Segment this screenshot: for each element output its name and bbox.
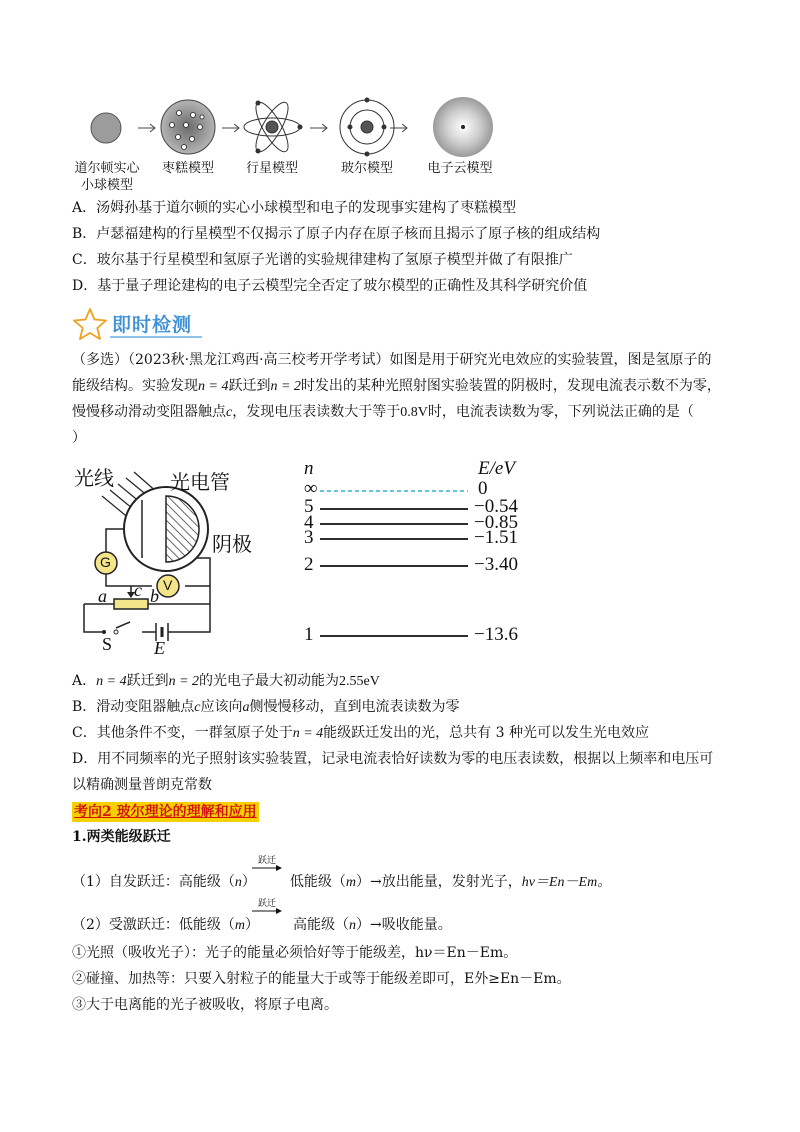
- plum-pudding-model-icon: [161, 100, 215, 154]
- banner-title: 即时检测: [112, 314, 193, 336]
- body-para-4: ②碰撞、加热等：只要入射粒子的能量大于或等于能级差即可，E外≥En－Em。: [72, 971, 571, 987]
- star-icon: [72, 306, 108, 342]
- photoelectric-circuit-diagram: [72, 452, 252, 662]
- body-para-5: ③大于电离能的光子被吸收，将原子电离。: [72, 997, 338, 1013]
- body-para-3: ①光照（吸收光子）：光子的能量必须恰好等于能级差，hν＝En－Em。: [72, 945, 518, 961]
- q2-option-b: B．滑动变阻器触点c应该向a侧慢慢移动，直到电流表读数为零: [72, 699, 460, 715]
- arrow-label-2: 跃迁: [258, 899, 277, 909]
- right-arrow-icon: [252, 908, 282, 914]
- level-e-2: −3.40: [474, 554, 518, 575]
- label-s: S: [102, 634, 113, 654]
- q2-option-c: C．其他条件不变，一群氢原子处于n = 4能级跃迁发出的光，总共有 3 种光可以发生光电效应: [72, 725, 649, 741]
- caption-electron-cloud: 电子云模型: [427, 161, 493, 176]
- dalton-model-icon: [91, 113, 121, 143]
- label-phototube: 光电管: [170, 472, 230, 494]
- bohr-model-icon: [340, 98, 394, 156]
- level-e-header: E/eV: [478, 458, 515, 479]
- level-n-inf: ∞: [304, 478, 318, 499]
- level-e-3: −1.51: [474, 527, 518, 548]
- level-e-4: −0.85: [474, 512, 518, 533]
- level-e-inf: 0: [478, 478, 488, 499]
- level-e-5: −0.54: [474, 496, 518, 517]
- level-n-header: n: [304, 458, 314, 479]
- q2-option-d-line-1: D．用不同频率的光子照射该实验装置，记录电流表恰好读数为零的电压表读数，根据以上频率和电压可: [72, 751, 714, 767]
- atom-models-drawing: [80, 95, 500, 160]
- atom-models-figure: [74, 95, 500, 193]
- label-b: b: [150, 586, 159, 606]
- question-line-1: （多选）（2023秋·黑龙江鸡西·高三校考开学考试）如图是用于研究光电效应的实验装置，图是氢原子的: [72, 352, 712, 368]
- caption-bohr: 玻尔模型: [340, 161, 393, 176]
- level-n-4: 4: [304, 512, 314, 533]
- label-c: c: [134, 580, 142, 600]
- body-para-2: 跃迁 （2）受激跃迁：低能级（m） 高能级（n）→吸收能量。: [72, 899, 452, 933]
- label-a: a: [98, 586, 107, 606]
- q1-option-b: B．卢瑟福建构的行星模型不仅揭示了原子内存在原子核而且揭示了原子核的组成结构: [72, 226, 601, 242]
- caption-dalton: 道尔顿实心 小球模型: [74, 161, 140, 193]
- electron-cloud-model-icon: [433, 97, 493, 157]
- label-v: V: [163, 577, 173, 593]
- level-n-3: 3: [304, 527, 314, 548]
- label-light: 光线: [74, 468, 114, 490]
- level-lines: [300, 452, 540, 652]
- body-para-1: 跃迁 （1）自发跃迁：高能级（n） 低能级（m）→放出能量，发射光子，hν＝En－Em。: [72, 856, 612, 890]
- level-n-2: 2: [304, 554, 314, 575]
- label-cathode: 阴极: [212, 534, 252, 556]
- q1-option-c: C．玻尔基于行星模型和氢原子光谱的实验规律建构了氢原子模型并做了有限推广: [72, 252, 573, 268]
- energy-level-diagram: [300, 452, 540, 652]
- arrow-label-1: 跃迁: [258, 856, 277, 866]
- question-line-4: ）: [72, 430, 86, 446]
- level-e-1: −13.6: [474, 624, 518, 645]
- level-n-1: 1: [304, 624, 314, 645]
- rheostat: [114, 599, 148, 609]
- q2-option-d-line-2: 以精确测量普朗克常数: [72, 777, 212, 793]
- q1-option-a: A．汤姆孙基于道尔顿的实心小球模型和电子的发现事实建构了枣糕模型: [72, 200, 517, 216]
- caption-plum-pudding: 枣糕模型: [161, 161, 214, 176]
- label-e: E: [154, 638, 165, 658]
- caption-planetary: 行星模型: [245, 161, 298, 176]
- level-n-5: 5: [304, 496, 314, 517]
- right-arrow-icon: [252, 865, 282, 871]
- instant-check-banner: [72, 306, 212, 342]
- q1-option-d: D．基于量子理论建构的电子云模型完全否定了玻尔模型的正确性及其科学研究价值: [72, 278, 588, 294]
- body-heading: 1.两类能级跃迁: [72, 829, 171, 845]
- banner-underline: [110, 336, 202, 338]
- question-line-2: 能级结构。实验发现n = 4跃迁到n = 2时发出的某种光照射图实验装置的阴极时，发现电流表示数不为零，: [72, 378, 721, 394]
- label-g: G: [100, 554, 111, 570]
- planetary-model-icon: [244, 98, 302, 155]
- q2-option-a: A．n = 4跃迁到n = 2的光电子最大初动能为2.55eV: [72, 673, 380, 689]
- section-heading: 考向2 玻尔理论的理解和应用: [74, 804, 257, 820]
- question-line-3: 慢慢移动滑动变阻器触点c，发现电压表读数大于等于0.8V时，电流表读数为零，下列说法正确的是（: [72, 404, 694, 420]
